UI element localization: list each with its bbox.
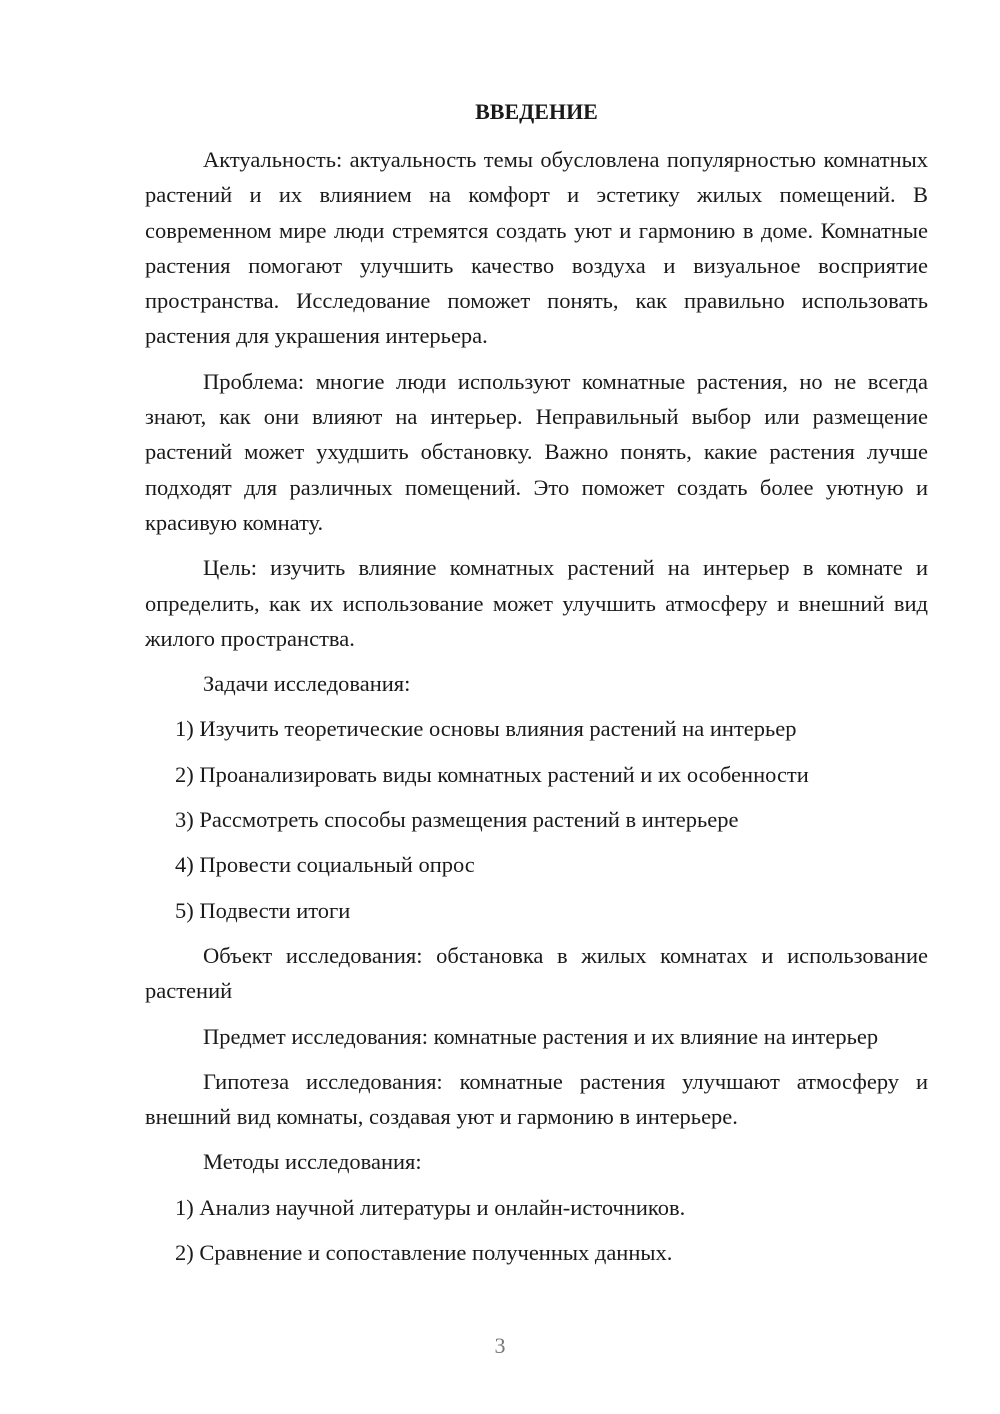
task-item-1: 1) Изучить теоретические основы влияния растений на интерьер	[175, 716, 797, 742]
task-item-4: 4) Провести социальный опрос	[175, 852, 475, 878]
method-item-1: 1) Анализ научной литературы и онлайн-источников.	[175, 1194, 686, 1220]
tasks-list	[145, 711, 928, 927]
page-number: 3	[494, 1333, 506, 1358]
methods-heading: Методы исследования:	[203, 1149, 422, 1175]
tasks-heading: Задачи исследования:	[203, 671, 411, 697]
task-item-5: 5) Подвести итоги	[175, 897, 351, 923]
object-paragraph: Объект исследования: обстановка в жилых комнатах и использование растений	[145, 942, 928, 1004]
section-heading: ВВЕДЕНИЕ	[475, 99, 598, 124]
subject-paragraph: Предмет исследования: комнатные растения и их влияние на интерьер	[203, 1023, 879, 1049]
document-body	[145, 142, 928, 1280]
methods-list	[145, 1190, 928, 1271]
hypothesis-paragraph: Гипотеза исследования: комнатные растения улучшают атмосферу и внешний вид комнаты, создавая уют и гармонию в интерьере.	[145, 1068, 928, 1130]
task-item-2: 2) Проанализировать виды комнатных растений и их особенности	[175, 761, 809, 787]
goal-paragraph: Цель: изучить влияние комнатных растений на интерьер в комнате и определить, как их использование может улучшить атмосферу и внешний вид жилого пространства.	[145, 555, 928, 651]
problem-paragraph: Проблема: многие люди используют комнатные растения, но не всегда знают, как они влияют на интерьер. Неправильный выбор или размещение растений может ухудшить обстановку. Важно понять, какие растения лучше подходят для различных помещений. Это поможет создать более уютную и красивую комнату.	[145, 368, 928, 535]
method-item-2: 2) Сравнение и сопоставление полученных данных.	[175, 1240, 673, 1266]
relevance-paragraph: Актуальность: актуальность темы обусловлена популярностью комнатных растений и их влиянием на комфорт и эстетику жилых помещений. В современном мире люди стремятся создать уют и гармонию в доме. Комнатные растения помогают улучшить качество воздуха и визуальное восприятие пространства. Исследование поможет понять, как правильно использовать растения для украшения интерьера.	[145, 147, 928, 349]
task-item-3: 3) Рассмотреть способы размещения растений в интерьере	[175, 807, 739, 833]
